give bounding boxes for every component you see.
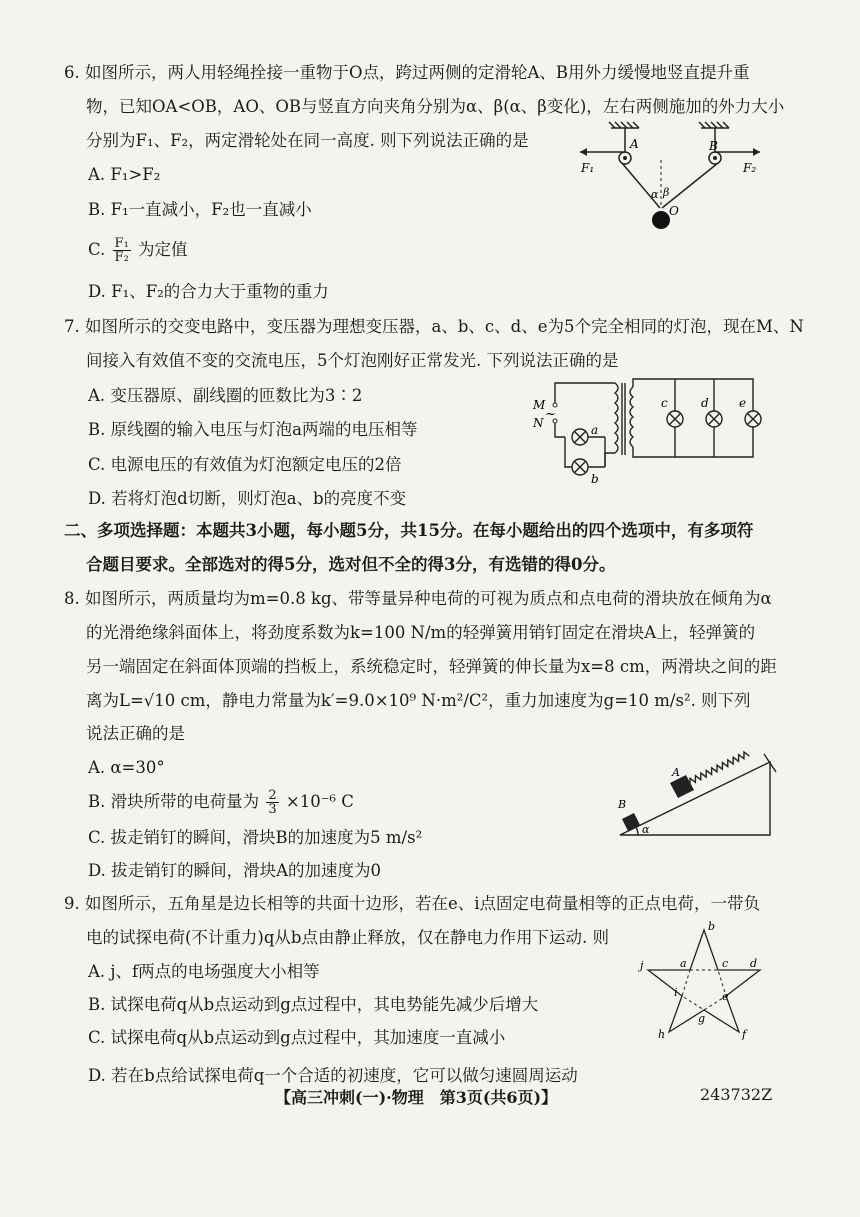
q9-line2: 电的试探电荷(不计重力)q从b点由静止释放，仅在静电力作用下运动. 则 <box>86 928 609 947</box>
q6-option-a: A. F₁>F₂ <box>88 165 161 184</box>
section2-heading-line2: 合题目要求。全部选对的得5分，选对但不全的得3分，有选错的得0分。 <box>86 555 616 574</box>
q8-line4: 离为L=√10 cm，静电力常量为k′=9.0×10⁹ N·m²/C²，重力加速度为g=10 m/s². 则下列 <box>86 691 751 710</box>
q9-label-c: c <box>722 957 729 970</box>
q8-option-c: C. 拔走销钉的瞬间，滑块B的加速度为5 m/s² <box>88 828 423 847</box>
q9-option-b: B. 试探电荷q从b点运动到g点过程中，其电势能先减少后增大 <box>88 995 539 1014</box>
q6-label-o: O <box>669 204 679 218</box>
q8-option-b-fraction <box>266 789 278 816</box>
q7-label-c: c <box>661 396 668 410</box>
q8-line1: 8. 如图所示，两质量均为m=0.8 kg、带等量异种电荷的可视为质点和点电荷的滑块放在倾角为α <box>64 589 772 608</box>
q6-label-beta: β <box>663 186 670 199</box>
q7-label-b: b <box>591 472 599 485</box>
q8-incline-diagram <box>610 740 780 840</box>
q6-option-c <box>88 237 188 264</box>
section2-heading-line1: 二、多项选择题：本题共3小题，每小题5分，共15分。在每小题给出的四个选项中，有多项符 <box>64 521 754 540</box>
q7-line2: 间接入有效值不变的交流电压，5个灯泡刚好正常发光. 下列说法正确的是 <box>86 351 619 370</box>
q7-option-b: B. 原线圈的输入电压与灯泡a两端的电压相等 <box>88 420 418 439</box>
q9-label-i: i <box>674 986 678 999</box>
q6-option-c-fraction <box>113 237 131 264</box>
q9-label-e: e <box>722 990 729 1003</box>
q8-option-b-suffix: ×10⁻⁶ C <box>285 792 354 811</box>
q9-label-f: f <box>742 1028 747 1040</box>
q9-label-a: a <box>680 957 687 970</box>
q9-line1: 9. 如图所示，五角星是边长相等的共面十边形，若在e、i点固定电荷量相等的正点电荷，一带负 <box>64 894 761 913</box>
q7-option-c: C. 电源电压的有效值为灯泡额定电压的2倍 <box>88 455 402 474</box>
q6-label-f1: F₁ <box>581 161 595 175</box>
q8-option-b-prefix: B. 滑块所带的电荷量为 <box>88 792 260 811</box>
q7-label-m: M <box>533 398 546 412</box>
q6-option-c-suffix: 为定值 <box>138 240 188 259</box>
page-footer-title: 【高三冲刺(一)·物理 第3页(共6页)】 <box>275 1088 558 1107</box>
q9-option-c: C. 试探电荷q从b点运动到g点过程中，其加速度一直减小 <box>88 1028 506 1047</box>
q6-label-a: A <box>630 137 639 151</box>
q6-line3: 分别为F₁、F₂，两定滑轮处在同一高度. 则下列说法正确的是 <box>86 131 529 150</box>
q9-option-d: D. 若在b点给试探电荷q一个合适的初速度，它可以做匀速圆周运动 <box>88 1066 578 1085</box>
q9-label-g: g <box>698 1012 706 1025</box>
q8-line2: 的光滑绝缘斜面体上，将劲度系数为k=100 N/m的轻弹簧用销钉固定在滑块A上，轻弹簧的 <box>86 623 756 642</box>
q6-option-b: B. F₁一直减小，F₂也一直减小 <box>88 200 312 219</box>
q6-option-d: D. F₁、F₂的合力大于重物的重力 <box>88 282 329 301</box>
q6-pulley-diagram <box>575 120 765 235</box>
q6-option-c-prefix: C. <box>88 240 106 259</box>
q7-line1: 7. 如图所示的交变电路中，变压器为理想变压器，a、b、c、d、e为5个完全相同的灯泡，现在M、N <box>64 317 804 336</box>
q7-label-d: d <box>701 396 709 410</box>
q8-label-alpha: α <box>642 823 650 836</box>
q7-option-d: D. 若将灯泡d切断，则灯泡a、b的亮度不变 <box>88 489 407 508</box>
q9-star-diagram <box>638 920 773 1040</box>
q9-label-h: h <box>658 1028 666 1040</box>
q7-option-a: A. 变压器原、副线圈的匝数比为3∶2 <box>88 386 363 405</box>
q6-label-alpha: α <box>651 188 659 201</box>
q8-option-b <box>88 789 354 816</box>
q7-label-a: a <box>591 423 599 437</box>
q6-line2: 物，已知OA<OB，AO、OB与竖直方向夹角分别为α、β(α、β变化)，左右两侧施加的外力大小 <box>86 97 785 116</box>
q8-option-a: A. α=30° <box>88 758 165 777</box>
q8-line3: 另一端固定在斜面体顶端的挡板上，系统稳定时，轻弹簧的伸长量为x=8 cm，两滑块之间的距 <box>86 657 777 676</box>
q9-option-a: A. j、f两点的电场强度大小相等 <box>88 962 320 981</box>
q7-label-n: N <box>533 416 544 430</box>
q9-label-b: b <box>708 920 716 933</box>
q8-label-b: B <box>618 798 627 811</box>
q8-fraction-denominator: 3 <box>268 802 277 817</box>
q8-fraction-numerator: 2 <box>268 788 277 803</box>
q8-label-a: A <box>672 766 680 779</box>
q7-transformer-circuit <box>525 375 785 485</box>
q6-fraction-denominator: F₂ <box>114 250 129 265</box>
q8-line5: 说法正确的是 <box>86 724 185 743</box>
q7-ac-source: ~ <box>545 407 556 422</box>
q6-label-b: B <box>709 139 718 153</box>
q7-label-e: e <box>739 396 747 410</box>
q6-label-f2: F₂ <box>743 161 757 175</box>
q8-option-d: D. 拔走销钉的瞬间，滑块A的加速度为0 <box>88 861 382 880</box>
q6-line1: 6. 如图所示，两人用轻绳拴接一重物于O点，跨过两侧的定滑轮A、B用外力缓慢地竖直提升重 <box>64 63 750 82</box>
q9-label-j: j <box>640 959 644 972</box>
page-footer-code: 243732Z <box>700 1085 773 1104</box>
q6-fraction-numerator: F₁ <box>114 236 129 251</box>
q9-label-d: d <box>750 957 758 970</box>
